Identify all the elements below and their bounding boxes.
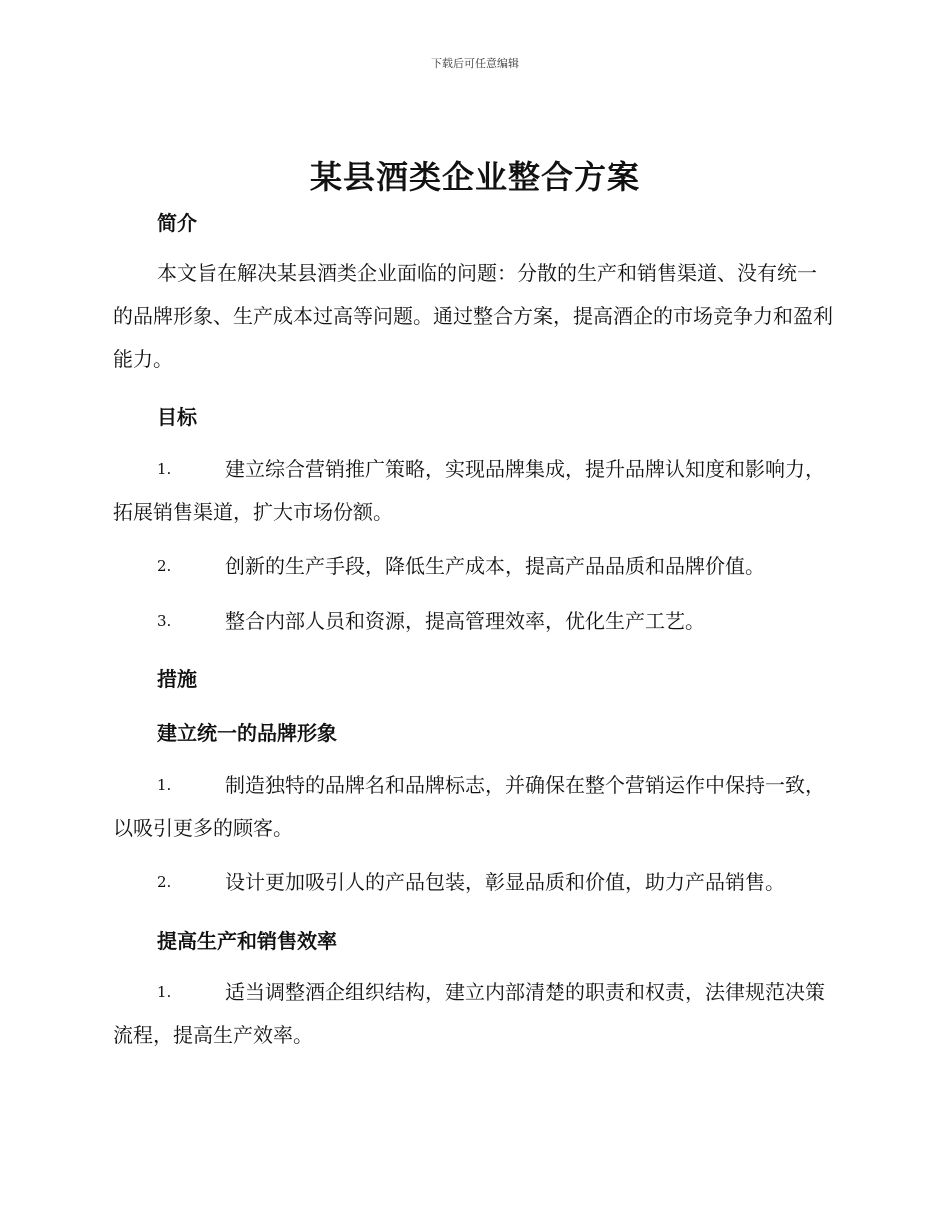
goal-item-1 xyxy=(113,448,833,534)
list-number: 1. xyxy=(157,983,172,1001)
list-item-text: 创新的生产手段，降低生产成本，提高产品品质和品牌价值。 xyxy=(225,554,765,578)
heading-measures: 措施 xyxy=(157,667,197,691)
list-item-text: 适当调整酒企组织结构，建立内部清楚的职责和权责，法律规范决策流程，提高生产效率。 xyxy=(113,980,825,1047)
heading-brand: 建立统一的品牌形象 xyxy=(157,721,337,745)
goal-item-3 xyxy=(113,600,833,643)
efficiency-item-1 xyxy=(113,971,833,1057)
list-item-text: 建立综合营销推广策略，实现品牌集成，提升品牌认知度和影响力，拓展销售渠道，扩大市场份额。 xyxy=(113,457,825,524)
list-number: 2. xyxy=(157,873,172,891)
header-note: 下载后可任意编辑 xyxy=(431,57,519,70)
heading-intro: 简介 xyxy=(157,211,197,235)
brand-item-2 xyxy=(113,861,833,904)
list-item-text: 制造独特的品牌名和品牌标志，并确保在整个营销运作中保持一致，以吸引更多的顾客。 xyxy=(113,773,825,840)
heading-goals: 目标 xyxy=(157,405,197,429)
goal-item-2 xyxy=(113,545,833,588)
list-number: 3. xyxy=(157,612,172,630)
document-title: 某县酒类企业整合方案 xyxy=(309,158,640,196)
list-number: 1. xyxy=(157,776,172,794)
list-item-text: 整合内部人员和资源，提高管理效率，优化生产工艺。 xyxy=(225,609,705,633)
intro-paragraph: 本文旨在解决某县酒类企业面临的问题：分散的生产和销售渠道、没有统一的品牌形象、生产成本过高等问题。通过整合方案，提高酒企的市场竞争力和盈利能力。 xyxy=(113,261,833,371)
list-number: 1. xyxy=(157,460,172,478)
brand-item-1 xyxy=(113,764,833,850)
list-item-text: 设计更加吸引人的产品包装，彰显品质和价值，助力产品销售。 xyxy=(225,870,785,894)
heading-efficiency: 提高生产和销售效率 xyxy=(157,929,337,953)
list-number: 2. xyxy=(157,557,172,575)
